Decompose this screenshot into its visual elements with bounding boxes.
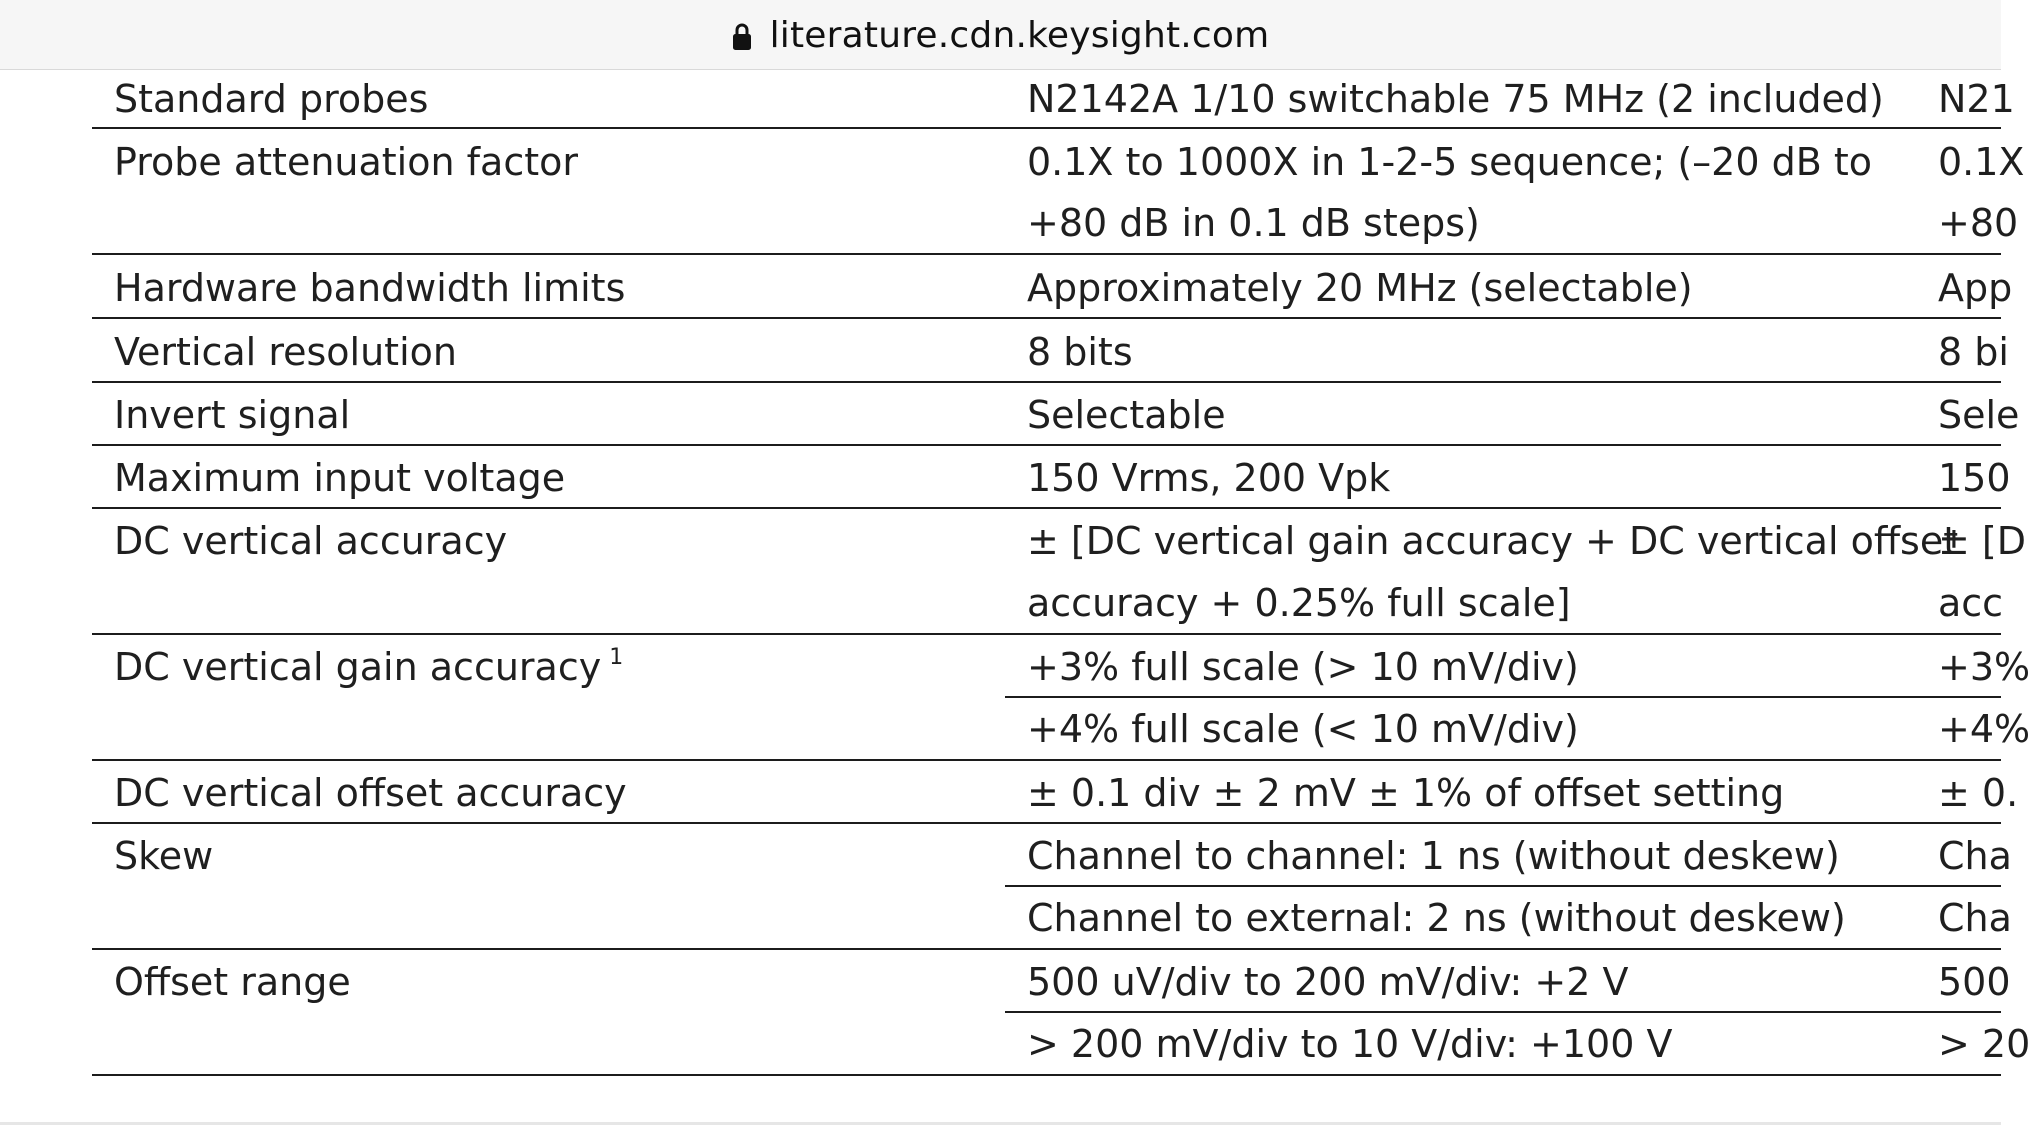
next-col-cell: +4% [1938, 707, 2030, 751]
next-col-cell: 150 [1938, 456, 2011, 500]
next-col-cell: ± 0. [1938, 771, 2019, 815]
row-label: Hardware bandwidth limits [114, 266, 626, 310]
row-value: Approximately 20 MHz (selectable) [1027, 266, 1693, 310]
row-value: N2142A 1/10 switchable 75 MHz (2 included) [1027, 77, 1884, 121]
row-value: > 200 mV/div to 10 V/div: +100 V [1027, 1022, 1673, 1066]
footnote-marker: 1 [609, 645, 624, 670]
row-value: Channel to external: 2 ns (without deskew) [1027, 896, 1846, 940]
next-col-cell: App [1938, 266, 2013, 310]
row-label: DC vertical accuracy [114, 519, 508, 563]
row-label: Vertical resolution [114, 330, 457, 374]
row-value: 8 bits [1027, 330, 1133, 374]
next-col-cell: acc [1938, 581, 2004, 625]
row-label: Skew [114, 834, 214, 878]
row-value: ± [DC vertical gain accuracy + DC vertical offset [1027, 519, 1959, 563]
next-col-cell: ± [D [1938, 519, 2027, 563]
next-col-cell: 8 bi [1938, 330, 2009, 374]
next-col-cell: Cha [1938, 896, 2012, 940]
row-label: Maximum input voltage [114, 456, 566, 500]
next-col-cell: > 20 [1938, 1022, 2030, 1066]
next-col-cell: +3% [1938, 645, 2030, 689]
row-value: Selectable [1027, 393, 1226, 437]
row-value: ± 0.1 div ± 2 mV ± 1% of offset setting [1027, 771, 1785, 815]
url-text: literature.cdn.keysight.com [769, 14, 1270, 56]
next-col-cell: 0.1X [1938, 140, 2025, 184]
next-col-cell: Sele [1938, 393, 2020, 437]
row-value: Channel to channel: 1 ns (without deskew) [1027, 834, 1840, 878]
row-value: 0.1X to 1000X in 1-2-5 sequence; (–20 dB to [1027, 140, 1873, 184]
row-value: 150 Vrms, 200 Vpk [1027, 456, 1391, 500]
row-label: DC vertical offset accuracy [114, 771, 627, 815]
row-label: Standard probes [114, 77, 429, 121]
row-value: +3% full scale (> 10 mV/div) [1027, 645, 1579, 689]
row-label-text: DC vertical gain accuracy [114, 645, 602, 689]
row-value: 500 uV/div to 200 mV/div: +2 V [1027, 960, 1629, 1004]
next-col-cell: N21 [1938, 77, 2015, 121]
next-col-cell: 500 [1938, 960, 2011, 1004]
next-column-clipped [1936, 72, 2030, 1082]
row-label: Probe attenuation factor [114, 140, 578, 184]
row-label: Offset range [114, 960, 351, 1004]
next-col-cell: +80 [1938, 201, 2019, 245]
row-label: Invert signal [114, 393, 351, 437]
row-value: accuracy + 0.25% full scale] [1027, 581, 1571, 625]
next-col-cell: Cha [1938, 834, 2012, 878]
row-value: +80 dB in 0.1 dB steps) [1027, 201, 1480, 245]
row-value: +4% full scale (< 10 mV/div) [1027, 707, 1579, 751]
